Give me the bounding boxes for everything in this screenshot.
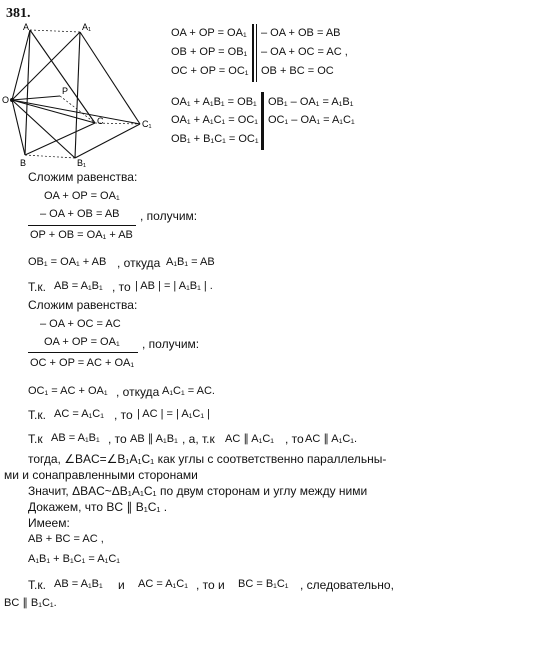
- second-left-eq-3: OB₁ + B₁C₁ = OC₁: [171, 133, 259, 145]
- oc1-mid: , откуда: [116, 385, 160, 399]
- final-and1: и: [118, 578, 125, 592]
- label-C: C: [97, 116, 104, 126]
- tk3-par1: AB ∥ A₁B₁: [130, 433, 178, 445]
- sum1-eq2: – OA + OB = AB: [40, 208, 120, 220]
- top-system-divider: [252, 24, 254, 82]
- sum2-eq2: OA + OP = OA₁: [44, 336, 120, 348]
- top-left-eq-3: OC + OP = OC₁: [171, 65, 249, 77]
- prove-line: Докажем, что BC ∥ B₁C₁ .: [28, 500, 168, 514]
- sum2-rule: [28, 352, 138, 353]
- label-A1: A₁: [82, 22, 92, 32]
- tk1-eq: AB = A₁B₁: [54, 280, 103, 292]
- tk3-eq: AB = A₁B₁: [51, 432, 100, 444]
- top-right-eq-2: – OA + OC = AC ,: [261, 46, 348, 58]
- top-left-eq-1: OA + OP = OA₁: [171, 27, 247, 39]
- tk3-prefix: Т.к: [28, 432, 43, 446]
- final-prefix: Т.к.: [28, 578, 46, 592]
- ob1-eq: OB₁ = OA₁ + AB: [28, 256, 107, 268]
- top-left-eq-2: OB + OP = OB₁: [171, 46, 248, 58]
- have-label: Имеем:: [28, 516, 70, 530]
- tk1-eq2: | AB | = | A₁B₁ | .: [135, 280, 213, 292]
- label-O: O: [2, 95, 10, 105]
- means-line: Значит, ΔBAC~ΔB₁A₁C₁ по двум сторонам и углу между ними: [28, 484, 368, 498]
- tk3-mid2: , а, т.к: [182, 432, 215, 446]
- label-A: A: [23, 22, 30, 32]
- tk3-par2: AC ∥ A₁C₁.: [305, 433, 358, 445]
- have-eq2: A₁B₁ + B₁C₁ = A₁C₁: [28, 553, 120, 565]
- label-P: P: [62, 86, 69, 96]
- second-right-eq-1: OB₁ – OA₁ = A₁B₁: [268, 96, 354, 108]
- final-tail: , следовательно,: [300, 578, 394, 592]
- final-eq3: BC = B₁C₁: [238, 578, 289, 590]
- segment-BC: [25, 123, 95, 155]
- oc1-eq2: A₁C₁ = AC.: [162, 385, 215, 397]
- sum1-result: OP + OB = OA₁ + AB: [30, 229, 133, 241]
- sum1-tail: , получим:: [140, 209, 198, 223]
- label-B1: B₁: [77, 158, 87, 168]
- label-C1: C₁: [142, 119, 152, 129]
- sum2-eq1: – OA + OC = AC: [40, 318, 121, 330]
- tk3-mid1: , то: [108, 432, 127, 446]
- tk1-prefix: Т.к.: [28, 280, 46, 294]
- label-B: B: [20, 158, 27, 168]
- ob1-mid: , откуда: [117, 256, 161, 270]
- segment-OP: [12, 96, 60, 100]
- tk2-prefix: Т.к.: [28, 408, 46, 422]
- second-system-divider: [261, 92, 264, 150]
- second-right-eq-2: OC₁ – OA₁ = A₁C₁: [268, 114, 355, 126]
- segment-B1C1: [75, 124, 140, 158]
- final-eq1: AB = A₁B₁: [54, 578, 103, 590]
- segment-AB: [25, 30, 30, 155]
- oc1-eq: OC₁ = AC + OA₁: [28, 385, 108, 397]
- final-mid: , то и: [196, 578, 225, 592]
- last-line: BC ∥ B₁C₁.: [4, 597, 57, 609]
- second-left-eq-1: OA₁ + A₁B₁ = OB₁: [171, 96, 257, 108]
- segment-OA1: [12, 32, 80, 100]
- tk3-eq2: AC ∥ A₁C₁: [225, 433, 274, 445]
- sum2-result: OC + OP = AC + OA₁: [30, 357, 135, 369]
- then-line-2: ми и сонаправленными сторонами: [4, 468, 198, 482]
- final-eq2: AC = A₁C₁: [138, 578, 188, 590]
- sum2-tail: , получим:: [142, 337, 200, 351]
- tk2-eq2: | AC | = | A₁C₁ |: [137, 408, 210, 420]
- geometry-figure: [0, 18, 165, 168]
- ob1-eq2: A₁B₁ = AB: [166, 256, 215, 268]
- tk3-mid3: , то: [285, 432, 304, 446]
- top-right-eq-1: – OA + OB = AB: [261, 27, 341, 39]
- then-line-1: тогда, ∠BAC=∠B₁A₁C₁ как углы с соответственно параллельны-: [28, 452, 387, 466]
- tk2-mid: , то: [114, 408, 133, 422]
- second-left-eq-2: OA₁ + A₁C₁ = OC₁: [171, 114, 258, 126]
- have-eq1: AB + BC = AC ,: [28, 533, 104, 545]
- tk2-eq: AC = A₁C₁: [54, 408, 104, 420]
- top-right-eq-3: OB + BC = OC: [261, 65, 334, 77]
- sum1-eq1: OA + OP = OA₁: [44, 190, 120, 202]
- add-equalities-1: Сложим равенства:: [28, 170, 138, 184]
- add-equalities-2: Сложим равенства:: [28, 298, 138, 312]
- sum1-rule: [28, 225, 136, 226]
- segment-A1C1: [80, 32, 140, 124]
- point-O: [10, 98, 14, 102]
- problem-number: 381.: [6, 6, 31, 21]
- tk1-mid: , то: [112, 280, 131, 294]
- segment-OB: [12, 100, 25, 155]
